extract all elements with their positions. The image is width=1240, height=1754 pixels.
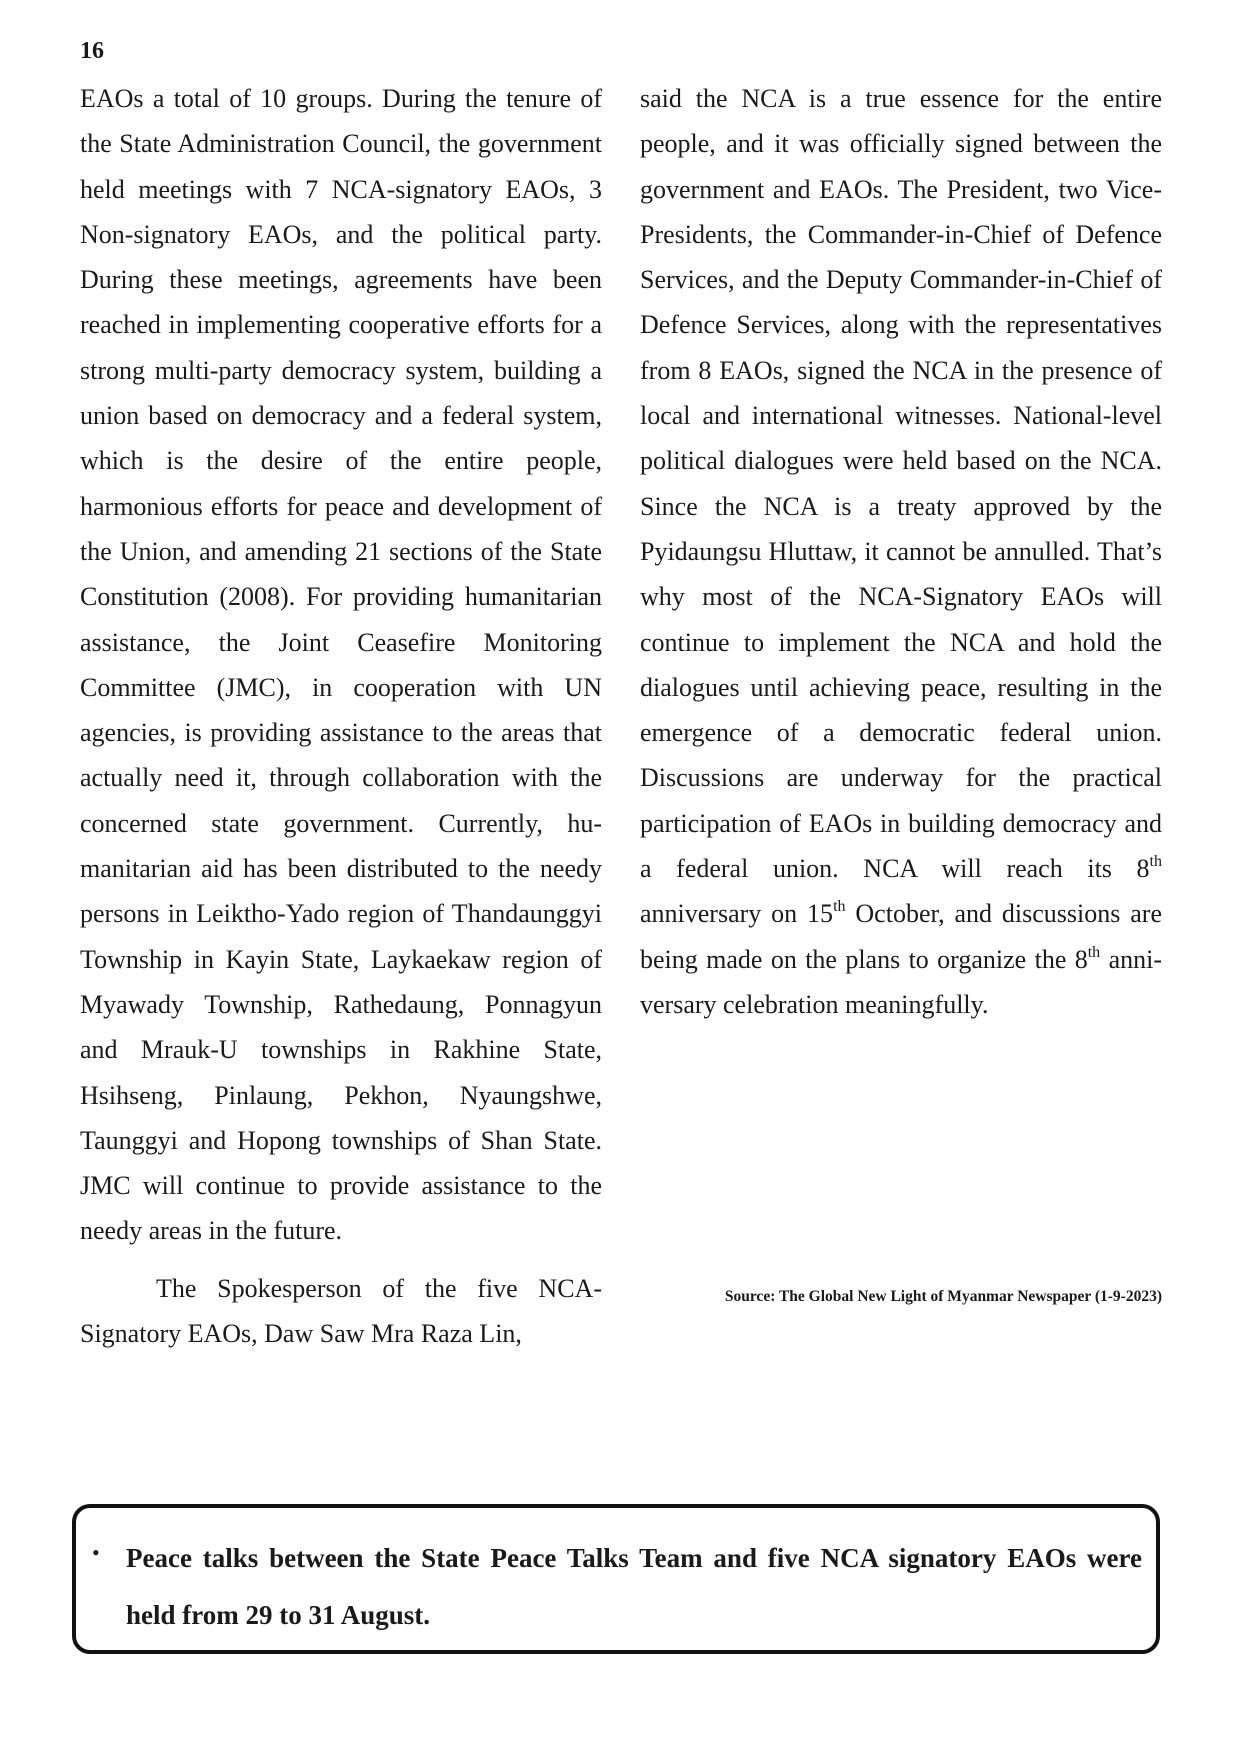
article-text: said the NCA is a true essence for the entire people, and it was officially signed between the government and EAOs. The President, two Vice-Presidents, the Commander-in-Chief of Defence Services, and the Deputy Commander-in-Chief of Defence Services, along with the representatives from 8 EAOs, signed the NCA in the presence of local and international witnesses. National-level political dialogues were held based on the NCA. Since the NCA is a treaty approved by the Pyidaungsu Hluttaw, it cannot be annulled. That’s why most of the NCA-Signatory EAOs will continue to implement the NCA and hold the dialogues until achieving peace, resulting in the emergence of a democratic federal union. Discussions are underway for the practical participation of EAOs in building democracy and a federal union. NCA will reach its 8 — [640, 84, 1162, 884]
article-paragraph: The Spokesperson of the five NCA-Signatory EAOs, Daw Saw Mra Raza Lin, — [80, 1273, 602, 1349]
article-text: October, and discussions are being made on the plans to organize the 8 — [640, 899, 1163, 974]
ordinal-suffix: th — [833, 898, 846, 916]
article-paragraph: EAOs a total of 10 groups. During the tenure of the State Administration Council, the government held meetings with 7 NCA-signatory EAOs, 3 Non-signatory EAOs, and the political party. During these meetings, agreements have been reached in implementing cooperative efforts for a strong multi-party democracy system, building a union based on democracy and a federal system, which is the desire of the entire people, harmonious efforts for peace and development of the Union, and amending 21 sections of the State Constitution (2008). For providing humanitarian assistance, the Joint Ceasefire Monitoring Committee (JMC), in cooperation with UN agencies, is providing assistance to the areas that actually need it, through collaboration with the concerned state government. Currently, humanitarian aid has been distributed to the needy persons in Leiktho-Yado region of Thandaunggyi Township in Kayin State, Laykaekaw region of Myawady Township, Rathedaung, Ponnagyun and Mrauk-U townships in Rakhine State, Hsihseng, Pinlaung, Pekhon, Nyaungshwe, Taunggyi and Hopong townships of Shan State. JMC will continue to provide assistance to the needy areas in the future. — [80, 84, 602, 1246]
highlight-box — [72, 1504, 1160, 1654]
article-paragraph — [640, 76, 1162, 1027]
article-column-left — [80, 76, 602, 1356]
highlight-text: Peace talks between the State Peace Talks Team and five NCA signatory EAOs were held from 29 to 31 August. — [126, 1543, 1142, 1630]
article-text: anniversary celebration meaningfully. — [640, 944, 1162, 1019]
article-column-right — [640, 76, 1162, 1027]
page-number: 16 — [80, 38, 104, 64]
article-text: anniversary on 15 — [640, 899, 834, 929]
ordinal-suffix: th — [1149, 852, 1162, 870]
source-citation: Source: The Global New Light of Myanmar Newspaper (1-9-2023) — [724, 1288, 1162, 1305]
ordinal-suffix: th — [1087, 943, 1101, 961]
bullet-icon: • — [92, 1540, 100, 1565]
